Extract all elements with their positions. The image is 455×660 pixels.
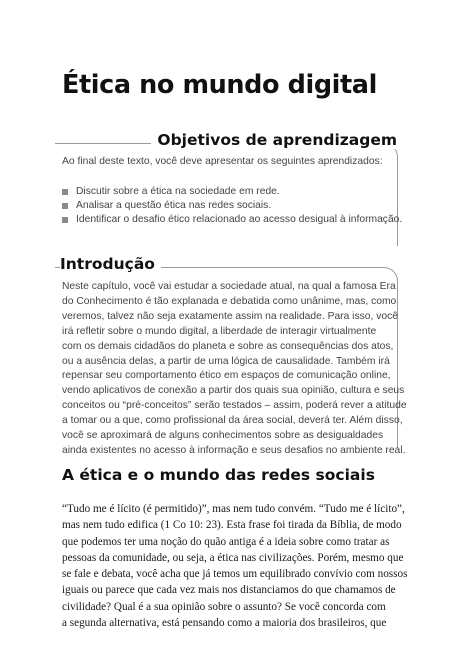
square-bullet-icon xyxy=(62,217,68,223)
intro-line: Neste capítulo, você vai estudar a sociedade atual, na qual a famosa Era xyxy=(62,281,396,292)
body-line: que podemos ter uma noção do quão antiga é a ideia sobre como tratar as xyxy=(62,535,390,548)
intro-line: você se aproximará de alguns conhecimentos sobre as desigualdades xyxy=(62,430,384,442)
objective-item xyxy=(62,185,402,199)
intro-line: a tomar ou a que, como profissional da área social, deverá ter. Além disso, xyxy=(62,415,403,427)
body-line: civilidade? Qual é a sua opinião sobre o assunto? Se você concorda com xyxy=(62,600,386,613)
intro-line: conceitos ou “pré-conceitos” serão testados – assim, poderá rever a atitude xyxy=(62,400,407,412)
intro-line: vendo aplicativos de conexão a partir dos quais sua opinião, cultura e seus xyxy=(62,385,405,397)
intro-line: ou a ausência delas, a partir de uma lógica de causalidade. Também irá xyxy=(62,355,390,367)
intro-line: veremos, talvez não seja exatamente assim na realidade. Para isso, você xyxy=(62,310,398,322)
intro-line: irá refletir sobre o mundo digital, a liberdade de interagir virtualmente xyxy=(62,325,377,337)
introduction-heading: Introdução xyxy=(60,255,161,273)
intro-line: ainda existentes no acesso à informação e seus desafios no ambiente real. xyxy=(62,444,406,456)
square-bullet-icon xyxy=(62,189,68,195)
body-line: mas nem tudo edifica (1 Co 10: 23). Esta frase foi tirada da Bíblia, de modo xyxy=(62,519,402,532)
page-title: Ética no mundo digital xyxy=(62,70,377,100)
objective-text: Analisar a questão ética nas redes sociais. xyxy=(76,200,272,211)
body-line: se fale e debata, você acha que já temos um equilibrado convívio com nossos xyxy=(62,568,408,581)
objectives-list xyxy=(62,185,402,227)
objective-item xyxy=(62,199,402,213)
objective-text: Discutir sobre a ética na sociedade em rede. xyxy=(76,186,280,197)
square-bullet-icon xyxy=(62,203,68,209)
section-heading: A ética e o mundo das redes sociais xyxy=(62,466,375,484)
introduction-text xyxy=(62,280,407,459)
section-body-text xyxy=(62,501,408,631)
intro-line: com os demais cidadãos do planeta e sobre as consequências dos atos, xyxy=(62,340,394,352)
objectives-heading: Objetivos de aprendizagem xyxy=(151,131,397,149)
intro-line: do Conhecimento é tão explanada e debatida como unânime, mas, como xyxy=(62,295,397,307)
objectives-intro: Ao final deste texto, você deve apresentar os seguintes aprendizados: xyxy=(62,156,383,167)
intro-line: repensar seu comportamento ético em espaços de comunicação online, xyxy=(62,370,391,382)
body-line: pessoas da comunidade, ou seja, a ética nas civilizações. Porém, mesmo que xyxy=(62,551,404,564)
body-line: iguais ou parece que cada vez mais nos distanciamos do que chamamos de xyxy=(62,584,396,597)
objective-item xyxy=(62,213,402,227)
body-line: a segunda alternativa, está pensando como a maioria dos brasileiros, que xyxy=(62,617,387,630)
objective-text: Identificar o desafio ético relacionado ao acesso desigual à informação. xyxy=(76,214,403,225)
body-line: “Tudo me é lícito (é permitido)”, mas nem tudo convém. “Tudo me é lícito”, xyxy=(62,503,405,515)
